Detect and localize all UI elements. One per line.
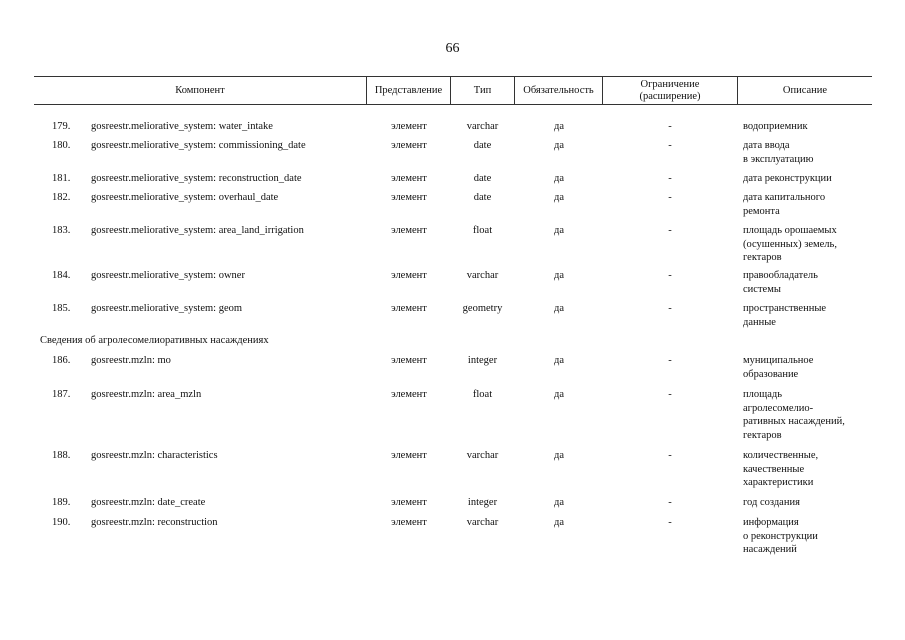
row-num: 190. [52, 517, 71, 528]
row-num: 181. [52, 173, 71, 184]
row-desc: дата ввода в эксплуатацию [743, 140, 814, 165]
row-lim: - [668, 497, 672, 508]
row-req: да [553, 140, 564, 151]
row-desc: информация о реконструкции насаждений [743, 517, 818, 555]
header-component: Компонент [34, 77, 367, 105]
row-lim: - [668, 355, 672, 366]
row-type: varchar [466, 121, 499, 132]
row-component: gosreestr.meliorative_system: owner [91, 270, 245, 281]
header-description: Описание [782, 85, 828, 96]
row-type: varchar [466, 270, 499, 281]
row-component: gosreestr.mzln: area_mzln [91, 389, 202, 400]
row-num: 186. [52, 355, 71, 366]
row-rep: элемент [391, 225, 427, 236]
row-num: 183. [52, 225, 71, 236]
row-component: gosreestr.mzln: date_create [91, 497, 206, 508]
row-num: 189. [52, 497, 71, 508]
row-req: да [553, 497, 564, 508]
row-type: date [473, 192, 492, 203]
section-heading: Сведения об агролесомелиоративных насаждениях [40, 335, 269, 346]
row-req: да [553, 121, 564, 132]
row-component: gosreestr.meliorative_system: water_intake [91, 121, 273, 132]
row-lim: - [668, 517, 672, 528]
row-component: gosreestr.meliorative_system: overhaul_date [91, 192, 279, 203]
row-lim: - [668, 389, 672, 400]
row-type: date [473, 173, 492, 184]
row-type: float [472, 225, 493, 236]
row-req: да [553, 270, 564, 281]
row-desc: муниципальное образование [743, 355, 814, 380]
row-type: date [473, 140, 492, 151]
page-number: 66 [445, 41, 460, 56]
row-num: 187. [52, 389, 71, 400]
row-num: 188. [52, 450, 71, 461]
row-rep: элемент [391, 121, 427, 132]
row-num: 182. [52, 192, 71, 203]
row-desc: площадь агролесомелио- ративных насаждений, гектаров [743, 389, 845, 441]
row-req: да [553, 389, 564, 400]
row-desc: количественные, качественные характеристики [743, 450, 819, 488]
row-rep: элемент [391, 270, 427, 281]
row-rep: элемент [391, 497, 427, 508]
row-lim: - [668, 192, 672, 203]
row-rep: элемент [391, 355, 427, 366]
row-desc: дата реконструкции [743, 173, 832, 184]
row-rep: элемент [391, 389, 427, 400]
row-desc: дата капитального ремонта [743, 192, 826, 217]
row-type: geometry [462, 303, 503, 314]
row-num: 180. [52, 140, 71, 151]
row-lim: - [668, 121, 672, 132]
header-type: Тип [451, 77, 515, 105]
row-type: integer [467, 497, 498, 508]
row-rep: элемент [391, 140, 427, 151]
row-lim: - [668, 173, 672, 184]
row-req: да [553, 173, 564, 184]
row-num: 179. [52, 121, 71, 132]
header-representation: Представление [367, 77, 451, 105]
row-req: да [553, 192, 564, 203]
row-lim: - [668, 140, 672, 151]
row-req: да [553, 355, 564, 366]
row-lim: - [668, 450, 672, 461]
row-rep: элемент [391, 517, 427, 528]
row-req: да [553, 303, 564, 314]
header-required: Обязательность [515, 77, 603, 105]
row-req: да [553, 225, 564, 236]
row-component: gosreestr.meliorative_system: area_land_irrigation [91, 225, 304, 236]
row-rep: элемент [391, 173, 427, 184]
row-type: float [472, 389, 493, 400]
row-lim: - [668, 303, 672, 314]
row-desc: пространственные данные [743, 303, 827, 328]
row-component: gosreestr.meliorative_system: geom [91, 303, 243, 314]
row-desc: водоприемник [743, 121, 808, 132]
row-desc: правообладатель системы [743, 270, 818, 295]
row-type: varchar [466, 517, 499, 528]
row-rep: элемент [391, 192, 427, 203]
row-component: gosreestr.meliorative_system: commissioning_date [91, 140, 306, 151]
row-component: gosreestr.mzln: mo [91, 355, 171, 366]
row-lim: - [668, 225, 672, 236]
row-num: 184. [52, 270, 71, 281]
row-component: gosreestr.mzln: characteristics [91, 450, 218, 461]
row-num: 185. [52, 303, 71, 314]
row-desc: площадь орошаемых (осушенных) земель, гектаров [743, 225, 837, 263]
row-desc: год создания [743, 497, 800, 508]
row-req: да [553, 517, 564, 528]
row-lim: - [668, 270, 672, 281]
row-type: integer [467, 355, 498, 366]
row-rep: элемент [391, 450, 427, 461]
row-component: gosreestr.meliorative_system: reconstruction_date [91, 173, 302, 184]
header-limit: Ограничение (расширение) [603, 77, 738, 105]
row-rep: элемент [391, 303, 427, 314]
row-component: gosreestr.mzln: reconstruction [91, 517, 218, 528]
row-type: varchar [466, 450, 499, 461]
row-req: да [553, 450, 564, 461]
